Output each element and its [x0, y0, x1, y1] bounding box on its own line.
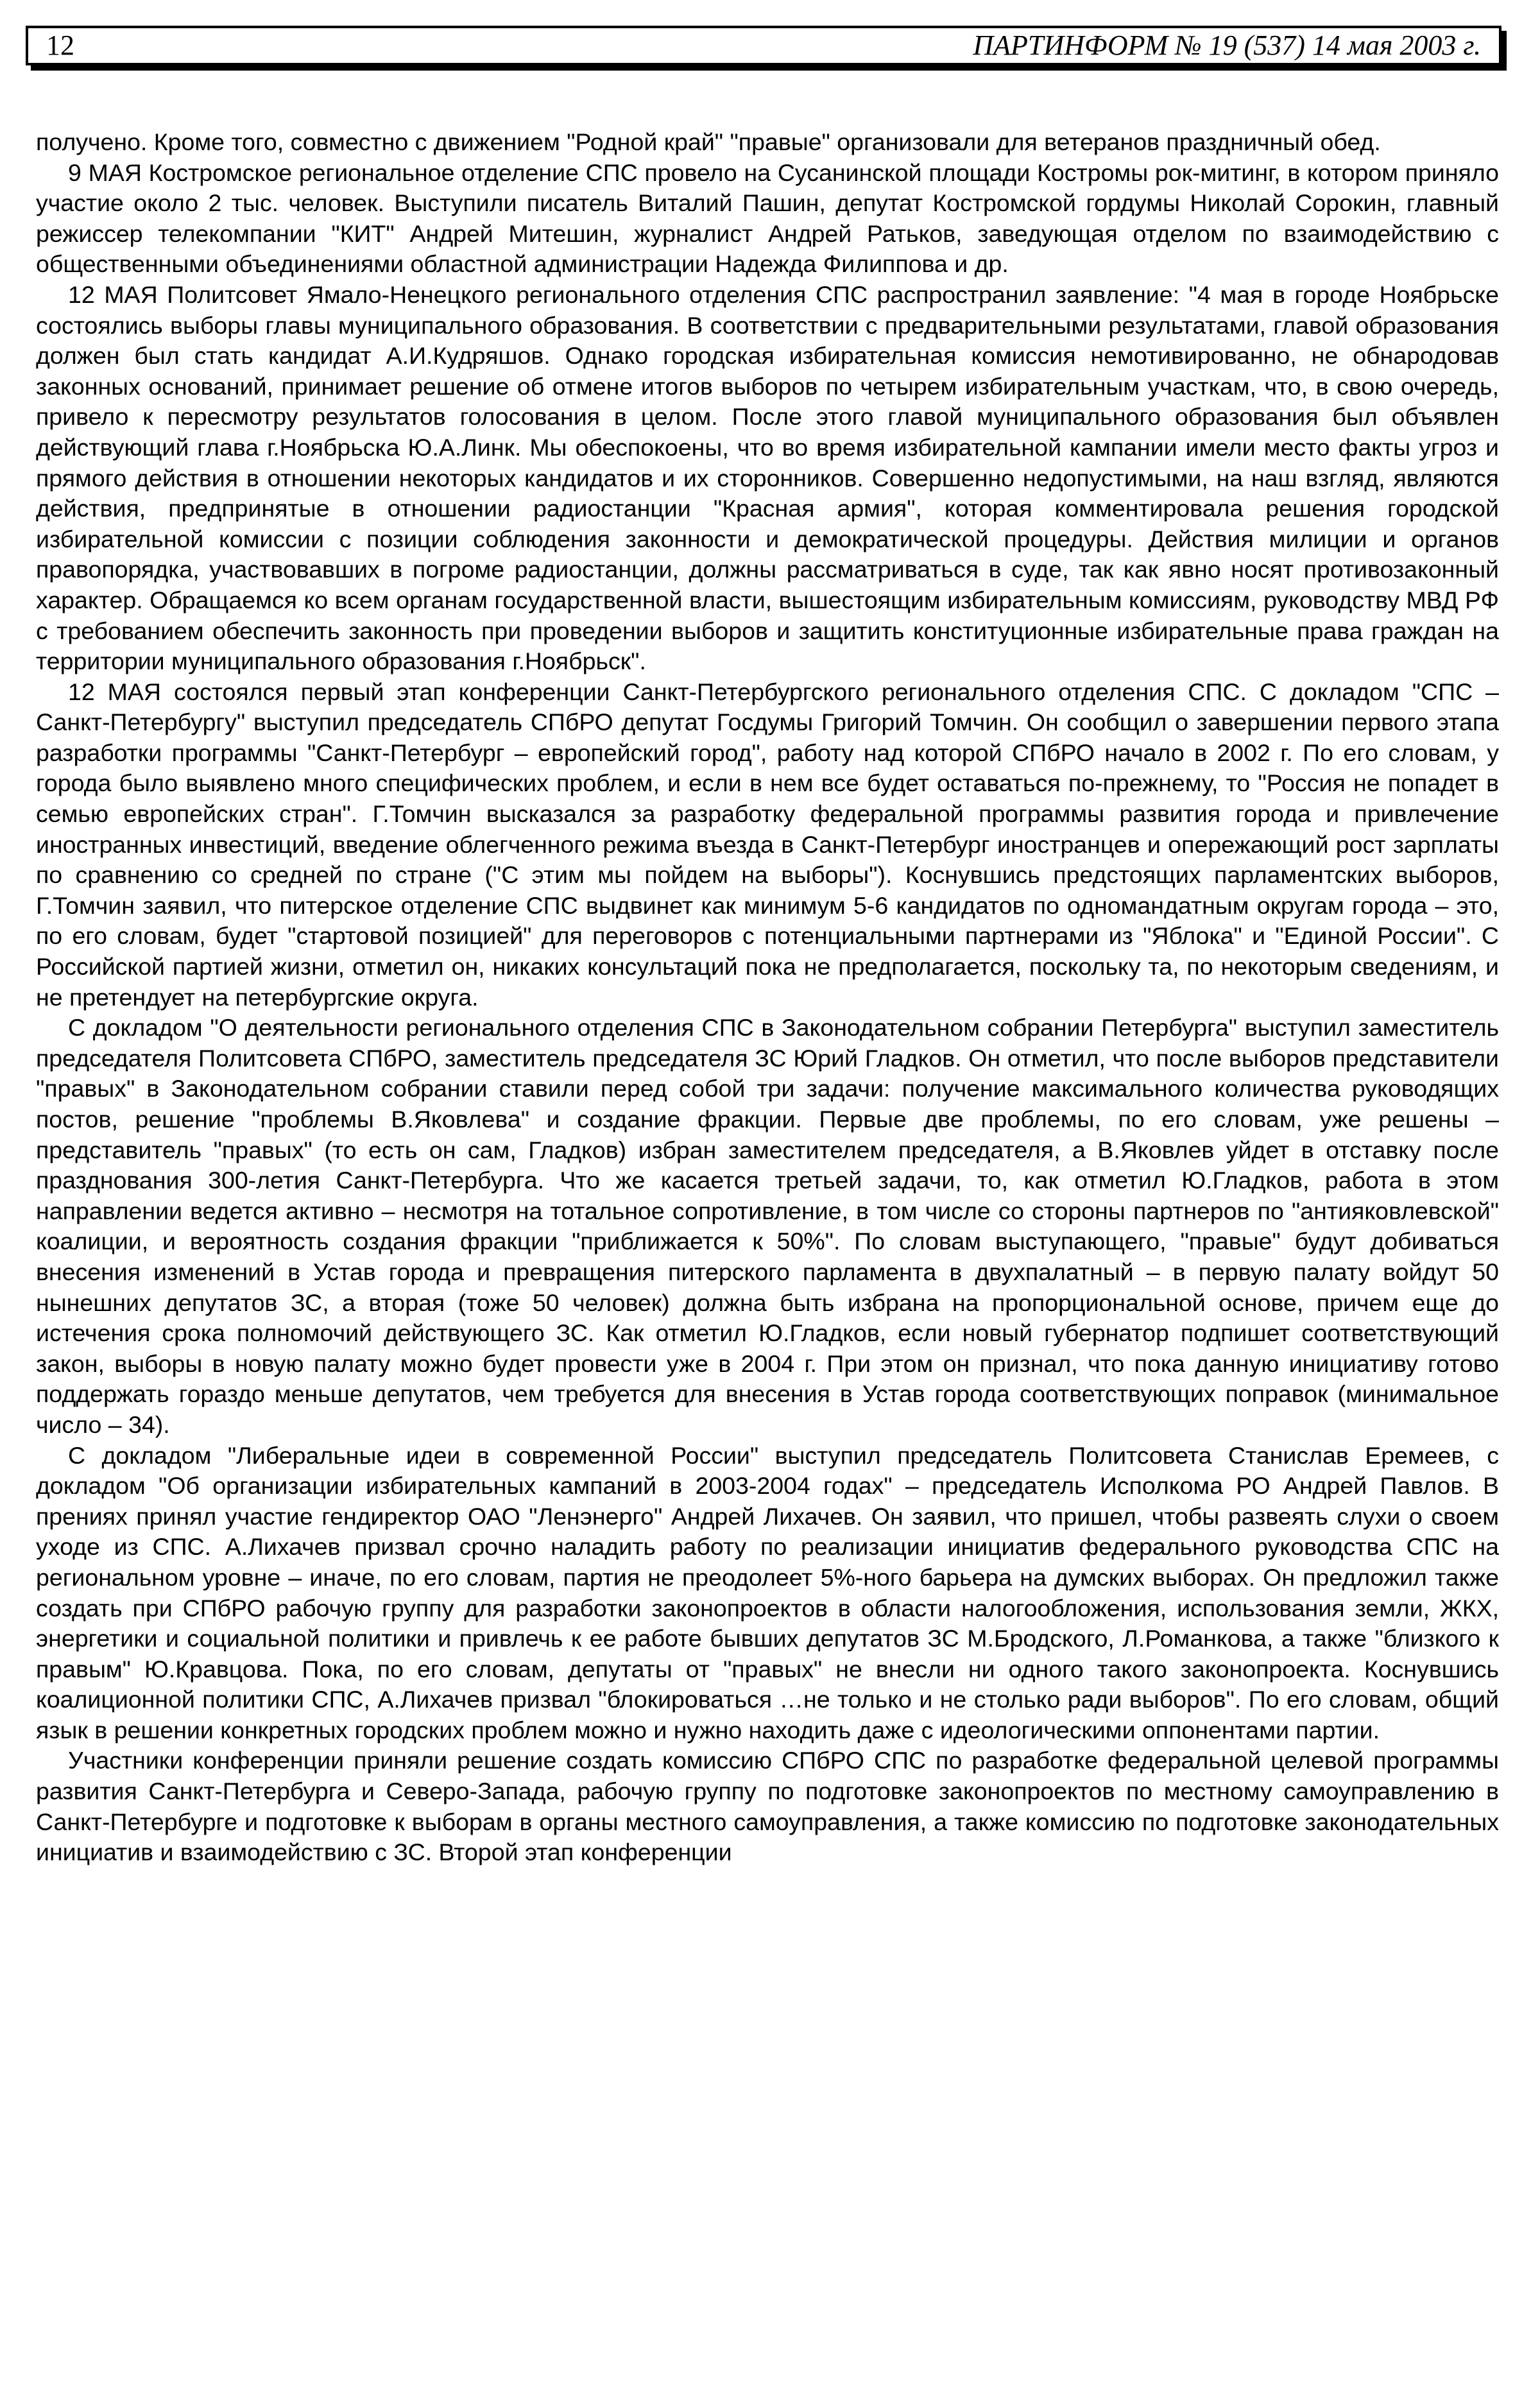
paragraph: С докладом "Либеральные идеи в современной России" выступил председатель Политсовета Станислав Еремеев, с докладом "Об организации избирательных кампаний в 2003-2004 годах" – председатель Исполкома РО Андрей Павлов. В прениях принял участие гендиректор ОАО "Ленэнерго" Андрей Лихачев. Он заявил, что пришел, чтобы развеять слухи о своем уходе из СПС. А.Лихачев призвал срочно наладить работу по реализации инициатив федерального руководства СПС на региональном уровне – иначе, по его словам, партия не преодолеет 5%-ного барьера на думских выборах. Он предложил также создать при СПбРО рабочую группу для разработки законопроектов в области налогообложения, использования земли, ЖКХ, энергетики и социальной политики и привлечь к ее работе бывших депутатов ЗС М.Бродского, Л.Романкова, а также "близкого к правым" Ю.Кравцова. Пока, по его словам, депутаты от "правых" не внесли ни одного такого законопроекта. Коснувшись коалиционной политики СПС, А.Лихачев призвал "блокироваться …не только и не столько ради выборов". По его словам, общий язык в решении конкретных городских проблем можно и нужно находить даже с идеологическими оппонентами партии.: [36, 1441, 1499, 1744]
paragraph: С докладом "О деятельности регионального отделения СПС в Законодательном собрании Петербурга" выступил заместитель председателя Политсовета СПбРО, заместитель председателя ЗС Юрий Гладков. Он отметил, что после выборов представители "правых" в Законодательном собрании ставили перед собой три задачи: получение максимального количества руководящих постов, решение "проблемы В.Яковлева" и создание фракции. Первые две проблемы, по его словам, уже решены – представитель "правых" (то есть он сам, Гладков) избран заместителем председателя, а В.Яковлев уйдет в отставку после празднования 300-летия Санкт-Петербурга. Что же касается третьей задачи, то, как отметил Ю.Гладков, работа в этом направлении ведется активно – несмотря на тотальное сопротивление, в том числе со стороны партнеров по "антияковлевской" коалиции, и вероятность создания фракции "приближается к 50%". По словам выступающего, "правые" будут добиваться внесения изменений в Устав города и превращения питерского парламента в двухпалатный – в первую палату войдут 50 нынешних депутатов ЗС, а вторая (тоже 50 человек) должна быть избрана на пропорциональной основе, причем еще до истечения срока полномочий действующего ЗС. Как отметил Ю.Гладков, если новый губернатор подпишет соответствующий закон, выборы в новую палату можно будет провести уже в 2004 г. При этом он признал, что пока данную инициативу готово поддержать гораздо меньше депутатов, чем требуется для внесения в Устав города соответствующих поправок (минимальное число – 34).: [36, 1014, 1499, 1438]
page-header: [26, 26, 1502, 65]
paragraph: 9 МАЯ Костромское региональное отделение СПС провело на Сусанинской площади Костромы рок-митинг, в котором приняло участие около 2 тыс. человек. Выступили писатель Виталий Пашин, депутат Костромской гордумы Николай Сорокин, главный режиссер телекомпании "КИТ" Андрей Митешин, журналист Андрей Ратьков, заведующая отделом по взаимодействию с общественными объединениями областной администрации Надежда Филиппова и др.: [36, 159, 1499, 278]
paragraph: получено. Кроме того, совместно с движением "Родной край" "правые" организовали для ветеранов праздничный обед.: [36, 128, 1381, 155]
paragraph: 12 МАЯ Политсовет Ямало-Ненецкого регионального отделения СПС распространил заявление: "4 мая в городе Ноябрьске состоялись выборы главы муниципального образования. В соответствии с предварительными результатами, главой образования должен был стать кандидат А.И.Кудряшов. Однако городская избирательная комиссия немотивированно, не обнародовав законных оснований, принимает решение об отмене итогов выборов по четырем избирательным участкам, что, в свою очередь, привело к пересмотру результатов голосования в целом. После этого главой муниципального образования был объявлен действующий глава г.Ноябрьска Ю.А.Линк. Мы обеспокоены, что во время избирательной кампании имели место факты угроз и прямого действия в отношении некоторых кандидатов и их сторонников. Совершенно недопустимыми, на наш взгляд, являются действия, предпринятые в отношении радиостанции "Красная армия", которая комментировала решения городской избирательной комиссии с позиции соблюдения законности и демократической процедуры. Действия милиции и органов правопорядка, участвовавших в погроме радиостанции, должны рассматриваться в суде, так как явно носят противозаконный характер. Обращаемся ко всем органам государственной власти, вышестоящим избирательным комиссиям, руководству МВД РФ с требованием обеспечить законность при проведении выборов и защитить конституционные избирательные права граждан на территории муниципального образования г.Ноябрьск".: [36, 280, 1499, 675]
paragraph: Участники конференции приняли решение создать комиссию СПбРО СПС по разработке федеральной целевой программы развития Санкт-Петербурга и Северо-Запада, рабочую группу по подготовке законопроектов по местному самоуправлению в Санкт-Петербурге и подготовке к выборам в органы местного самоуправления, а также комиссию по подготовке законодательных инициатив и взаимодействию с ЗС. Второй этап конференции: [36, 1747, 1499, 1866]
page-number: 12: [46, 30, 74, 61]
article-body: [36, 127, 1499, 1868]
issue-title: ПАРТИНФОРМ № 19 (537) 14 мая 2003 г.: [973, 30, 1481, 61]
paragraph: 12 МАЯ состоялся первый этап конференции Санкт-Петербургского регионального отделения СПС. С докладом "СПС – Санкт-Петербургу" выступил председатель СПбРО депутат Госдумы Григорий Томчин. Он сообщил о завершении первого этапа разработки программы "Санкт-Петербург – европейский город", работу над которой СПбРО начало в 2002 г. По его словам, у города было выявлено много специфических проблем, и если в нем все будет оставаться по-прежнему, то "Россия не попадет в семью европейских стран". Г.Томчин высказался за разработку федеральной программы развития города и привлечение иностранных инвестиций, введение облегченного режима въезда в Санкт-Петербург иностранцев и опережающий рост зарплаты по сравнению со средней по стране ("С этим мы пойдем на выборы"). Коснувшись предстоящих парламентских выборов, Г.Томчин заявил, что питерское отделение СПС выдвинет как минимум 5-6 кандидатов по одномандатным округам города – это, по его словам, будет "стартовой позицией" для переговоров с потенциальными партнерами из "Яблока" и "Единой России". С Российской партией жизни, отметил он, никаких консультаций пока не предполагается, поскольку та, по некоторым сведениям, и не претендует на петербургские округа.: [36, 678, 1499, 1011]
